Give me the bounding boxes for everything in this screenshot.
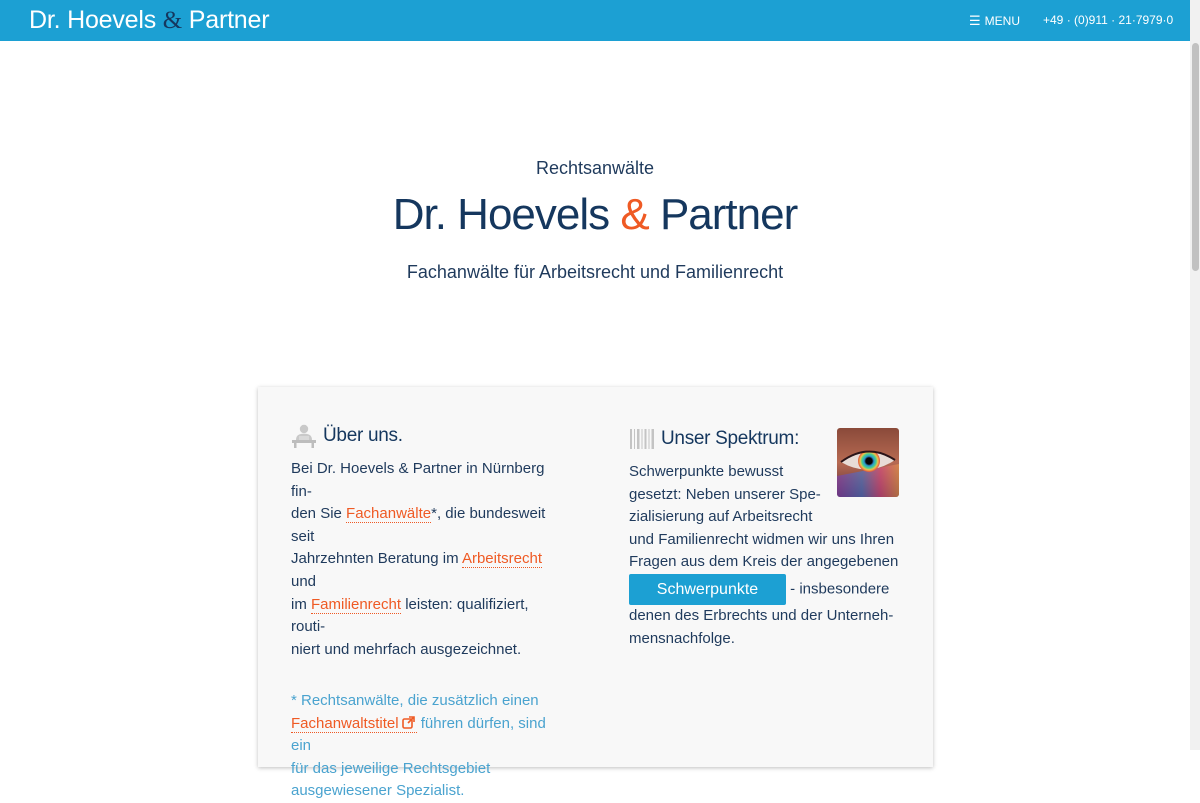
familienrecht-link[interactable]: Familienrecht (311, 595, 402, 613)
fachanwaelte-link[interactable]: Fachanwälte (346, 505, 432, 523)
about-text-3: *, die bundesweit seit (291, 505, 546, 545)
vertical-scrollbar[interactable] (1190, 0, 1200, 750)
spectrum-text-6: - insbesondere (786, 580, 890, 598)
spectrum-heading: Unser Spektrum: (661, 428, 800, 449)
top-navigation-bar (0, 0, 1190, 41)
scrollbar-thumb[interactable] (1192, 43, 1199, 271)
spectrum-text-4: und Familienrecht widmen wir uns Ihren (629, 530, 895, 548)
spectrum-text-2: gesetzt: Neben unserer Spe- (629, 485, 821, 503)
footnote (291, 690, 566, 803)
info-card (258, 387, 933, 800)
eye-illustration (837, 428, 899, 497)
hero-title-part1: Dr. Hoevels (392, 190, 621, 239)
brand-name-part1: Dr. Hoevels (29, 6, 163, 34)
menu-label: MENU (984, 14, 1020, 28)
brand-ampersand: & (162, 7, 183, 34)
fachanwaltstitel-link-label: Fachanwaltstitel (291, 714, 399, 732)
barcode-icon (629, 427, 655, 451)
spectrum-text-7: denen des Erbrechts und der Unterneh- (629, 606, 894, 624)
brand-name-part2: Partner (182, 6, 270, 34)
spectrum-text-8: mensnachfolge. (629, 629, 735, 647)
about-heading-row (291, 422, 566, 450)
hamburger-icon: ☰ (969, 13, 981, 28)
hero-title-part2: Partner (648, 190, 798, 239)
footnote-text-3: für das jeweilige Rechtsgebiet (291, 759, 491, 777)
about-text-5: und (291, 572, 317, 590)
arbeitsrecht-link[interactable]: Arbeitsrecht (461, 550, 542, 568)
phone-number-link[interactable]: +49 · (0)911 · 21·7979·0 (1043, 13, 1174, 27)
spectrum-text-1: Schwerpunkte bewusst (629, 463, 784, 480)
schwerpunkte-button[interactable]: Schwerpunkte (629, 574, 786, 605)
person-at-desk-icon (291, 423, 317, 449)
fachanwaltstitel-link[interactable] (291, 715, 417, 733)
eye-image (837, 428, 899, 497)
about-section (291, 422, 566, 803)
about-heading: Über uns. (323, 425, 403, 446)
footnote-text-4: ausgewiesener Spezialist. (291, 782, 465, 800)
hero-title-ampersand: & (620, 190, 649, 239)
external-link-icon (402, 716, 415, 729)
about-text-1: Bei Dr. Hoevels & Partner in Nürnberg fin- (291, 460, 545, 500)
about-text-2: den Sie (291, 505, 347, 523)
footnote-text-1: * Rechtsanwälte, die zusätzlich einen (291, 692, 539, 710)
about-text-7: leisten: qualifiziert, routi- (291, 595, 529, 636)
spectrum-section (629, 425, 904, 650)
brand-logo[interactable] (29, 6, 269, 35)
spectrum-text-3: zialisierung auf Arbeitsrecht (629, 508, 813, 526)
hero-kicker: Rechtsanwälte (535, 158, 655, 178)
menu-button[interactable] (969, 13, 1020, 29)
about-text-4: Jahrzehnten Beratung im (291, 550, 462, 568)
footnote-text-2: führen dürfen, sind ein (291, 714, 546, 755)
hero-title (0, 190, 1190, 240)
about-text-8: niert und mehrfach ausgezeichnet. (291, 640, 522, 658)
about-paragraph (291, 458, 566, 661)
hero-subtitle: Fachanwälte für Arbeitsrecht und Familienrecht (406, 262, 784, 282)
spectrum-text-5: Fragen aus dem Kreis der angegebenen (629, 553, 899, 571)
about-text-6: im (291, 595, 311, 613)
